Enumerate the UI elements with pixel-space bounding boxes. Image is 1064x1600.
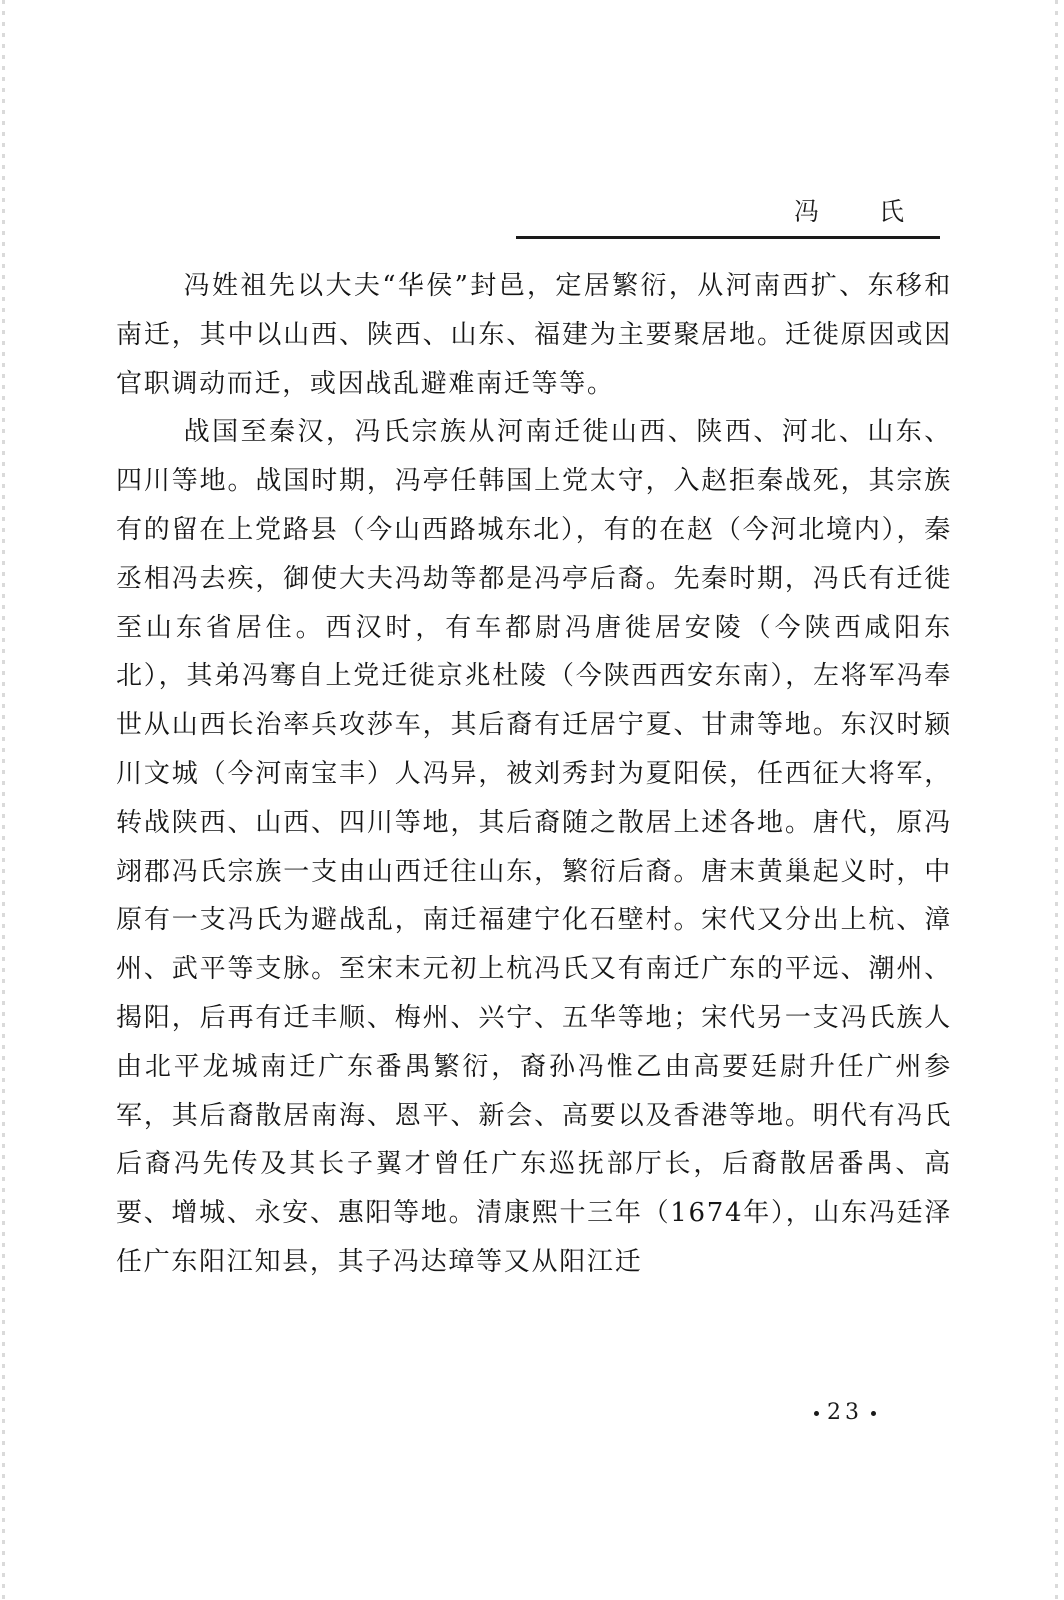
page-number: [806, 1400, 884, 1425]
scan-edge-left: [2, 0, 5, 1600]
running-head: 冯 氏: [794, 197, 930, 226]
running-head-rule: [516, 236, 940, 239]
page-number-dot-left: [814, 1411, 819, 1416]
page-number-value: 23: [827, 1400, 863, 1425]
paragraph-2: 战国至秦汉，冯氏宗族从河南迁徙山西、陕西、河北、山东、四川等地。战国时期，冯亭任韩国上党太守，入赵拒秦战死，其宗族有的留在上党路县（今山西路城东北），有的在赵（今河北境内），秦丞相冯去疾，御使大夫冯劫等都是冯亭后裔。先秦时期，冯氏有迁徙至山东省居住。西汉时，有车都尉冯唐徙居安陵（今陕西咸阳东北），其弟冯骞自上党迁徙京兆杜陵（今陕西西安东南），左将军冯奉世从山西长治率兵攻莎车，其后裔有迁居宁夏、甘肃等地。东汉时颍川文城（今河南宝丰）人冯异，被刘秀封为夏阳侯，任西征大将军，转战陕西、山西、四川等地，其后裔随之散居上述各地。唐代，原冯翊郡冯氏宗族一支由山西迁往山东，繁衍后裔。唐末黄巢起义时，中原有一支冯氏为避战乱，南迁福建宁化石壁村。宋代又分出上杭、漳州、武平等支脉。至宋末元初上杭冯氏又有南迁广东的平远、潮州、揭阳，后再有迁丰顺、梅州、兴宁、五华等地；宋代另一支冯氏族人由北平龙城南迁广东番禺繁衍，裔孙冯惟乙由高要廷尉升任广州参军，其后裔散居南海、恩平、新会、高要以及香港等地。明代有冯氏后裔冯先传及其长子翼才曾任广东巡抚部厅长，后裔散居番禺、高要、增城、永安、惠阳等地。清康熙十三年（1674年），山东冯廷泽任广东阳江知县，其子冯达璋等又从阳江迁: [116, 417, 952, 1277]
paragraph-1: 冯姓祖先以大夫“华侯”封邑，定居繁衍，从河南西扩、东移和南迁，其中以山西、陕西、山东、福建为主要聚居地。迁徙原因或因官职调动而迁，或因战乱避难南迁等等。: [116, 271, 952, 399]
page-number-dot-right: [871, 1411, 876, 1416]
scan-edge-right: [1055, 0, 1058, 1600]
body-text: [116, 262, 952, 1287]
